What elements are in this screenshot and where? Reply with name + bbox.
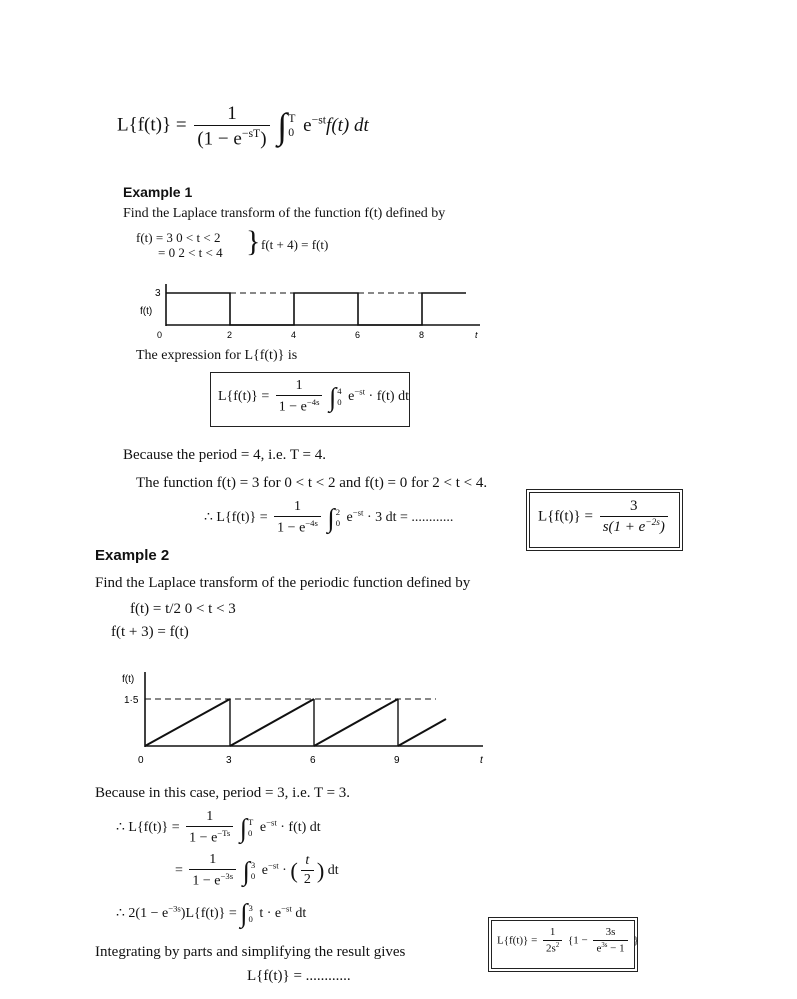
example2-step3: ∴ $2(1 - e^{-3s})L\{f(t)\}$ = ∫ 3 0 $t \cdot e^{-st}$ dt — [116, 898, 307, 928]
example2-step2-integral: ∫ 3 0 — [242, 855, 256, 886]
general-upper-limit: T — [288, 112, 296, 126]
example1-period-text: Because the period = 4, i.e. T = 4. — [123, 447, 326, 463]
example2-problem: Find the Laplace transform of the periodic function defined by — [95, 575, 471, 591]
example2-x-tick-9: 9 — [394, 755, 400, 766]
example1-expr-intro: The expression for L{f(t)} is — [136, 348, 298, 363]
example2-y-tick: 1·5 — [124, 695, 139, 706]
general-den: $(1 - e^{-sT})$ — [194, 125, 269, 148]
example1-brace: } — [246, 225, 261, 258]
example1-therefore-fraction: $\frac{1}{1 - e^{-4s}}$ — [274, 500, 321, 536]
example1-box-integrand: $e^{-st} \cdot f(t)$ dt — [348, 386, 409, 405]
general-lower-limit: 0 — [288, 126, 295, 140]
example1-graph — [130, 280, 490, 350]
general-lhs: L{f(t)} — [117, 114, 172, 136]
example1-periodicity: f(t + 4) = f(t) — [261, 237, 329, 252]
example1-x-tick-6: 6 — [355, 330, 361, 340]
example1-box-lhs: L{f(t)} = — [218, 389, 270, 405]
example2-step2: = $\frac{1}{1 - e^{-3s}}$ ∫ 3 0 $e^{-st}$ · ( $\frac{t}{2}$ ) dt — [175, 852, 339, 889]
example1-box-fraction: $\frac{1}{1 - e^{-4s}}$ — [276, 379, 323, 415]
general-integrand: $e^{-st}f(t)$ dt — [303, 113, 369, 136]
example1-y-tick: 3 — [155, 288, 161, 299]
example2-final: L{f(t)} = ............ — [247, 968, 351, 984]
example2-answer-fraction: $\frac{1}{2s^2}$ — [543, 927, 562, 955]
example2-step2-t-over-2: $\frac{t}{2}$ — [301, 854, 314, 887]
example1-box-formula — [218, 379, 409, 415]
example2-integrating-text: Integrating by parts and simplifying the result gives — [95, 944, 406, 960]
example1-problem: Find the Laplace transform of the function f(t) defined by — [123, 206, 446, 221]
example2-graph — [118, 668, 498, 768]
example1-box-integral: ∫ 4 0 — [328, 381, 342, 412]
example2-x-tick-6: 6 — [310, 755, 316, 766]
example1-def-line2: = 0 2 < t < 4 — [158, 245, 223, 260]
example1-heading: Example 1 — [123, 184, 193, 200]
example1-square-wave — [166, 293, 466, 325]
general-fraction — [194, 104, 269, 148]
example2-ramp-1 — [145, 699, 230, 746]
example2-ramp-3 — [314, 699, 398, 746]
example2-def-line2: f(t + 3) = f(t) — [111, 624, 189, 640]
example2-answer-inner-fraction: $\frac{3s}{e^{3s} - 1}$ — [593, 927, 627, 955]
example2-answer: L{f(t)} = $\frac{1}{2s^2}$ {1 − $\frac{3s}{e^{3s} - 1}$ } — [497, 926, 639, 955]
example1-def-line1: f(t) = 3 0 < t < 2 — [136, 230, 221, 245]
example1-y-label: f(t) — [140, 306, 153, 317]
example2-step2-fraction: $\frac{1}{1 - e^{-3s}}$ — [189, 853, 236, 889]
example2-period-text: Because in this case, period = 3, i.e. T = 3. — [95, 785, 351, 801]
example2-x-tick-0: 0 — [138, 755, 144, 766]
example1-x-tick-0: 0 — [157, 330, 163, 340]
example2-step3-integral: ∫ 3 0 — [240, 898, 253, 928]
example1-x-label: t — [475, 330, 478, 340]
example2-def-line1: f(t) = t/2 0 < t < 3 — [130, 601, 236, 617]
example2-ramp-2 — [230, 699, 314, 746]
example1-x-tick-4: 4 — [291, 330, 297, 340]
general-num: 1 — [227, 103, 237, 124]
general-formula — [117, 104, 369, 148]
example2-ramp-4 — [398, 719, 446, 746]
example2-y-label: f(t) — [122, 674, 135, 685]
example1-therefore-integral: ∫ 2 0 — [327, 502, 341, 533]
example1-answer: L{f(t)} = $\frac{3}{s(1 + e^{-2s})}$ — [538, 499, 671, 535]
example2-step1-integral: ∫ T 0 — [239, 812, 254, 843]
general-eq: = — [175, 114, 187, 136]
example2-step1: ∴ L{f(t)} = $\frac{1}{1 - e^{-Ts}}$ ∫ T 0 $e^{-st} \cdot f(t)$ dt — [116, 809, 321, 846]
example2-heading: Example 2 — [95, 547, 170, 564]
example2-step1-fraction: $\frac{1}{1 - e^{-Ts}}$ — [186, 810, 233, 846]
example2-x-tick-3: 3 — [226, 755, 232, 766]
example1-answer-fraction: $\frac{3}{s(1 + e^{-2s})}$ — [600, 499, 668, 535]
example2-x-label: t — [480, 755, 483, 766]
general-integral: ∫ T 0 — [277, 106, 296, 147]
example1-function-text: The function f(t) = 3 for 0 < t < 2 and f(t) = 0 for 2 < t < 4. — [136, 475, 488, 491]
example1-x-tick-2: 2 — [227, 330, 233, 340]
example1-therefore: ∴ L{f(t)} = $\frac{1}{1 - e^{-4s}}$ ∫ 2 0 $e^{-st} \cdot 3$ dt = ............ — [204, 499, 454, 536]
example1-x-tick-8: 8 — [419, 330, 425, 340]
